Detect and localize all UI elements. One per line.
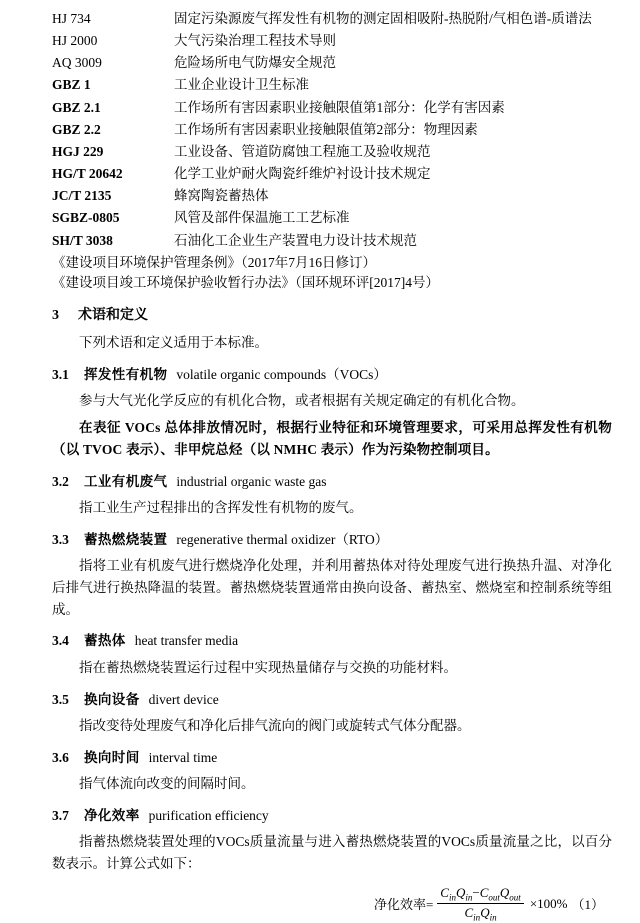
term-name-en: purification efficiency <box>148 807 269 823</box>
section-intro: 下列术语和定义适用于本标准。 <box>79 334 268 350</box>
purification-efficiency-formula <box>52 885 612 923</box>
table-row <box>52 141 612 163</box>
term-number: 3.6 <box>52 749 69 765</box>
regulation-line: 《建设项目竣工环境保护验收暂行办法》（国环规环评[2017]4号） <box>52 274 439 290</box>
term-number: 3.5 <box>52 691 69 707</box>
term-name-en: industrial organic waste gas <box>176 473 327 489</box>
regulation-line: 《建设项目环境保护管理条例》（2017年7月16日修订） <box>52 254 376 270</box>
term-paragraph: 在表征 VOCs 总体排放情况时，根据行业特征和环境管理要求，可采用总挥发性有机物（以 TVOC 表示）、非甲烷总烃（以 NMHC 表示）作为污染物控制项目。 <box>52 419 612 457</box>
table-row <box>52 207 612 229</box>
term-heading-3-2 <box>52 472 612 492</box>
term-paragraph: 指在蓄热燃烧装置运行过程中实现热量储存与交换的功能材料。 <box>79 659 457 675</box>
table-row <box>52 119 612 141</box>
formula-sub-in: in <box>465 892 473 903</box>
standard-title: 工业企业设计卫生标准 <box>174 77 309 93</box>
term-number: 3.3 <box>52 531 69 547</box>
formula-sub-out: out <box>488 892 500 903</box>
term-heading-3-1 <box>52 365 612 385</box>
formula-denominator <box>437 904 524 923</box>
standards-table-body <box>52 8 612 252</box>
term-number: 3.7 <box>52 807 69 823</box>
standard-title: 工作场所有害因素职业接触限值第1部分：化学有害因素 <box>174 99 505 115</box>
standard-code: HGJ 229 <box>52 143 104 159</box>
term-name-cn: 蓄热体 <box>84 633 126 649</box>
table-row <box>52 97 612 119</box>
standard-code: GBZ 2.1 <box>52 99 101 115</box>
table-row <box>52 230 612 252</box>
standard-title: 化学工业炉耐火陶瓷纤维炉衬设计技术规定 <box>174 166 431 182</box>
standard-code: GBZ 1 <box>52 77 91 93</box>
standard-title: 工业设备、管道防腐蚀工程施工及验收规范 <box>174 143 431 159</box>
formula-sub-in: in <box>473 912 481 923</box>
table-row <box>52 185 612 207</box>
formula-numerator <box>437 885 524 905</box>
term-name-en: heat transfer media <box>134 633 239 649</box>
term-name-cn: 挥发性有机物 <box>84 366 168 382</box>
term-name-cn: 蓄热燃烧装置 <box>84 531 168 547</box>
table-row <box>52 30 612 52</box>
formula-minus: − <box>472 884 480 900</box>
standard-code: JC/T 2135 <box>52 188 112 204</box>
standard-code: HG/T 20642 <box>52 166 123 182</box>
section-title: 术语和定义 <box>78 308 148 324</box>
term-heading-3-6 <box>52 748 612 768</box>
standard-code: SGBZ-0805 <box>52 210 120 226</box>
standard-title: 固定污染源废气挥发性有机物的测定固相吸附-热脱附/气相色谱-质谱法 <box>174 11 592 26</box>
formula-equation-number: （1） <box>571 897 604 913</box>
formula-var-cin: C <box>464 905 474 921</box>
term-paragraph: 指将工业有机废气进行燃烧净化处理，并利用蓄热体对待处理废气进行换热升温、对净化后排气进行换热降温的装置。蓄热燃烧装置通常由换向设备、蓄热室、燃烧室和控制系统等组成。 <box>52 557 612 617</box>
standard-title: 蜂窝陶瓷蓄热体 <box>174 188 269 204</box>
term-heading-3-5 <box>52 690 612 710</box>
term-number: 3.2 <box>52 473 69 489</box>
standards-reference-table <box>52 8 612 252</box>
term-name-cn: 净化效率 <box>84 807 140 823</box>
term-name-en: interval time <box>148 749 218 765</box>
term-number: 3.1 <box>52 366 69 382</box>
term-name-en: regenerative thermal oxidizer（RTO） <box>176 531 389 547</box>
formula-var-qin: Q <box>455 884 466 900</box>
term-number: 3.4 <box>52 633 69 649</box>
term-paragraph: 指工业生产过程排出的含挥发性有机物的废气。 <box>79 499 363 515</box>
term-heading-3-4 <box>52 631 612 651</box>
term-heading-3-3 <box>52 530 612 550</box>
formula-var-cin: C <box>440 884 449 900</box>
table-row <box>52 52 612 74</box>
standard-title: 工作场所有害因素职业接触限值第2部分：物理因素 <box>174 121 478 137</box>
table-row <box>52 8 612 30</box>
formula-sub-in: in <box>489 912 497 923</box>
standard-code: HJ 2000 <box>52 33 98 49</box>
term-paragraph: 指气体流向改变的间隔时间。 <box>79 775 255 791</box>
standard-title: 危险场所电气防爆安全规范 <box>174 55 336 71</box>
standard-code: GBZ 2.2 <box>52 121 101 137</box>
term-name-cn: 换向时间 <box>84 749 140 765</box>
formula-sub-out: out <box>509 892 521 903</box>
formula-label: 净化效率= <box>373 897 434 913</box>
section-heading <box>52 306 612 326</box>
standard-code: HJ 734 <box>52 11 91 26</box>
term-name-cn: 换向设备 <box>84 691 140 707</box>
term-name-en: divert device <box>148 691 219 707</box>
standard-title: 风管及部件保温施工工艺标准 <box>174 210 350 226</box>
term-name-en: volatile organic compounds（VOCs） <box>176 366 387 382</box>
term-paragraph: 指改变待处理废气和净化后排气流向的阀门或旋转式气体分配器。 <box>79 717 471 733</box>
standard-title: 石油化工企业生产装置电力设计技术规范 <box>174 232 417 248</box>
formula-sub-in: in <box>448 892 456 903</box>
standard-title: 大气污染治理工程技术导则 <box>174 33 336 49</box>
formula-fraction <box>437 885 524 923</box>
term-heading-3-7 <box>52 806 612 826</box>
standard-code: SH/T 3038 <box>52 232 113 248</box>
term-name-cn: 工业有机废气 <box>84 473 168 489</box>
table-row <box>52 163 612 185</box>
section-number: 3 <box>52 308 59 324</box>
standard-code: AQ 3009 <box>52 55 102 71</box>
formula-var-qin: Q <box>480 905 490 921</box>
term-paragraph: 指蓄热燃烧装置处理的VOCs质量流量与进入蓄热燃烧装置的VOCs质量流量之比，以百分数表示。计算公式如下： <box>52 834 612 871</box>
table-row <box>52 74 612 96</box>
term-paragraph: 参与大气光化学反应的有机化合物，或者根据有关规定确定的有机化合物。 <box>79 392 525 408</box>
formula-var-cout: C <box>479 884 489 900</box>
formula-var-qout: Q <box>499 884 510 900</box>
formula-tail: ×100% <box>529 895 568 911</box>
